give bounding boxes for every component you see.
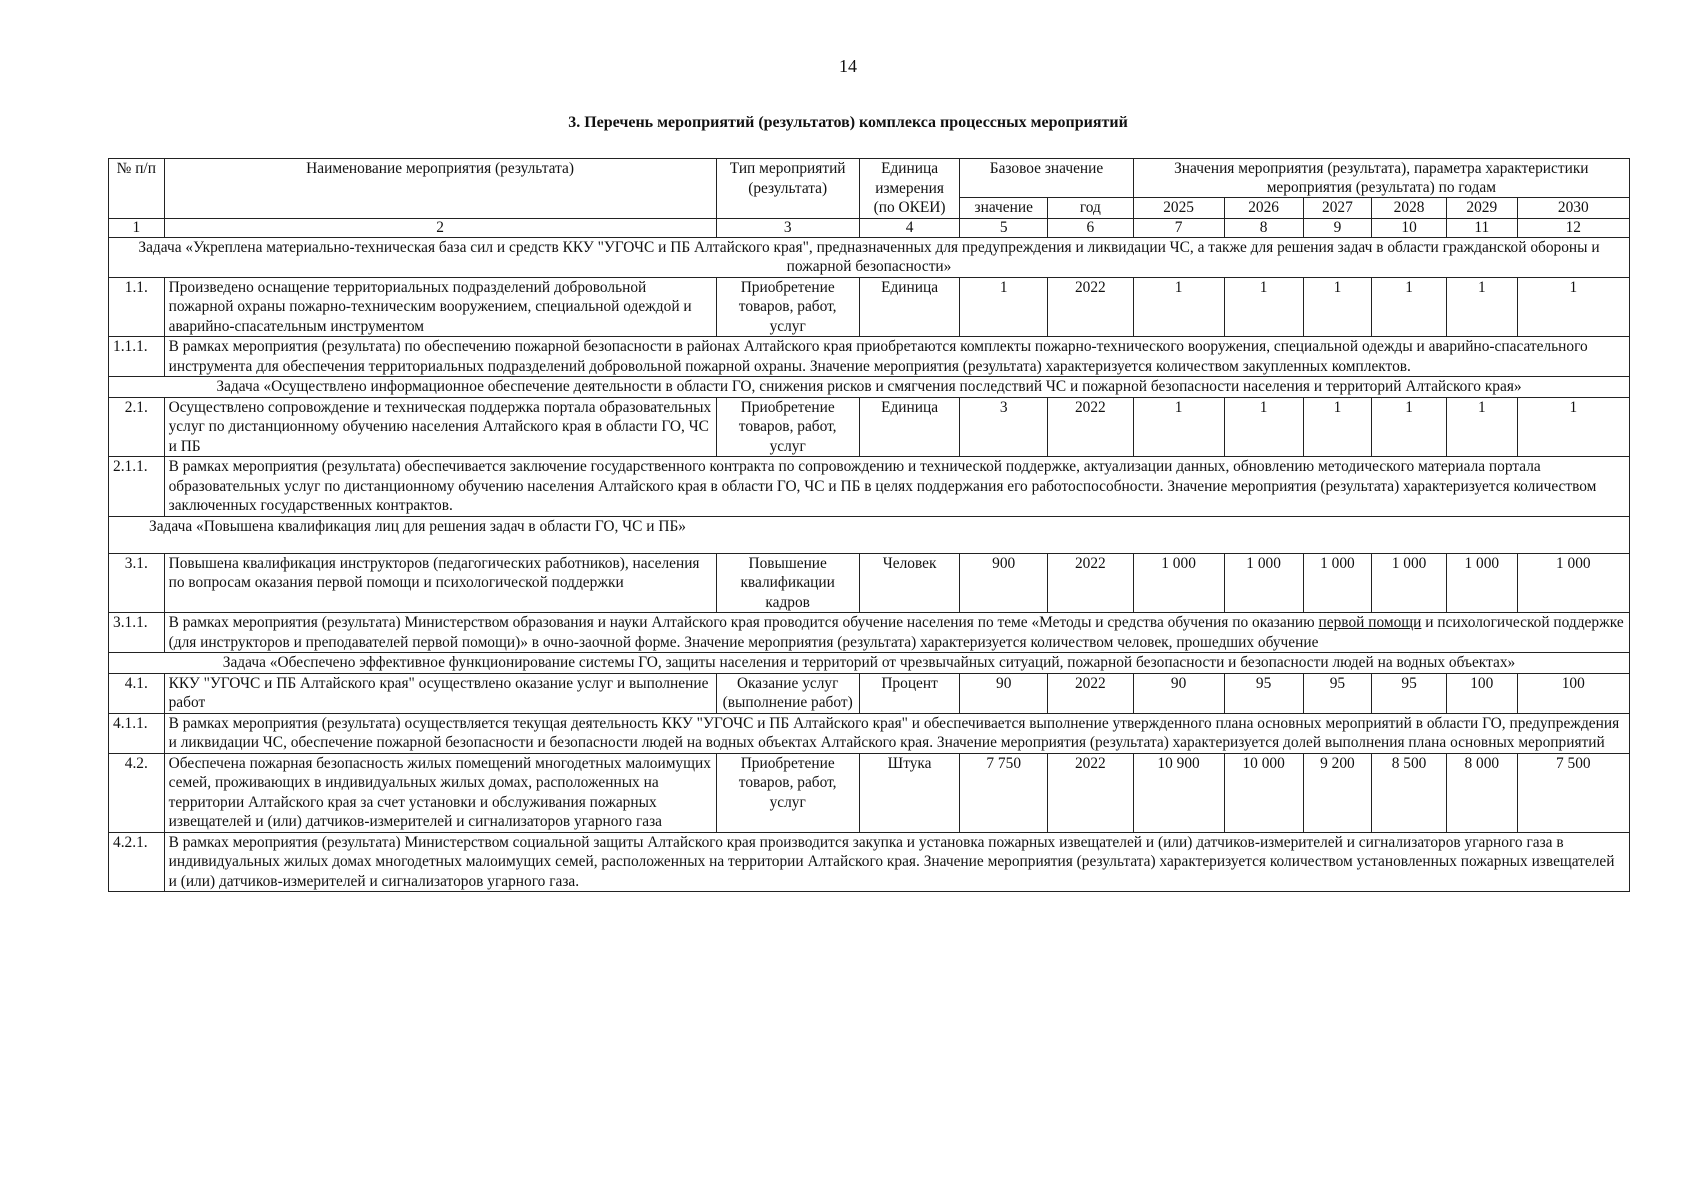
item-base-value: 3 [960, 397, 1048, 457]
header-year: 2028 [1372, 198, 1447, 219]
description-text: и психологической поддержке (для инструкторов и преподавателей первой помощи)» в очно-заочной форме. Значение мероприятия (результата) характеризуется количеством человек, прошедших обучение [168, 614, 1624, 651]
item-base-value: 900 [960, 553, 1048, 613]
item-base-value: 7 750 [960, 753, 1048, 832]
column-number: 8 [1224, 218, 1303, 237]
table-row [109, 832, 1630, 892]
table-row [109, 713, 1630, 753]
item-description [164, 613, 1629, 653]
item-value-2025: 1 000 [1133, 553, 1224, 613]
item-value-2028: 95 [1372, 673, 1447, 713]
item-name: Произведено оснащение территориальных подразделений добровольной пожарной охраны пожарно-техническим вооружением, специальной одеждой и аварийно-спасательным инструментом [164, 277, 716, 337]
header-year: 2027 [1303, 198, 1371, 219]
header-type: Тип мероприятий (результата) [716, 159, 859, 219]
header-year: 2029 [1447, 198, 1518, 219]
item-value-2027: 1 000 [1303, 553, 1371, 613]
description-number: 4.1.1. [109, 713, 165, 753]
item-number: 2.1. [109, 397, 165, 457]
item-number: 1.1. [109, 277, 165, 337]
header-year: 2026 [1224, 198, 1303, 219]
column-number: 2 [164, 218, 716, 237]
column-number: 9 [1303, 218, 1371, 237]
item-value-2025: 10 900 [1133, 753, 1224, 832]
item-description: В рамках мероприятия (результата) по обеспечению пожарной безопасности в районах Алтайского края приобретаются комплекты пожарно-технического вооружения, специальной одежды и аварийно-спасательного инструмента для обеспечения территориальных подразделений добровольной пожарной охраны. Значение мероприятия (результата) характеризуется количеством закупленных комплектов. [164, 337, 1629, 377]
header-values-by-year: Значения мероприятия (результата), параметра характеристики мероприятия (результата) по годам [1133, 159, 1629, 198]
item-value-2030: 1 [1517, 277, 1629, 337]
item-value-2026: 95 [1224, 673, 1303, 713]
item-description: В рамках мероприятия (результата) обеспечивается заключение государственного контракта по сопровождению и технической поддержке, актуализации данных, обновлению методического материала портала образовательных услуг по дистанционному обучению населения Алтайского края в области ГО, ЧС и ПБ в целях поддержания его работоспособности. Значение мероприятия (результата) характеризуется количеством заключенных государственных контрактов. [164, 457, 1629, 517]
item-type: Приобретение товаров, работ, услуг [716, 277, 859, 337]
header-num: № п/п [109, 159, 165, 219]
item-value-2025: 1 [1133, 277, 1224, 337]
activities-table [108, 158, 1630, 892]
item-base-year: 2022 [1048, 673, 1134, 713]
item-value-2026: 1 [1224, 277, 1303, 337]
item-value-2030: 100 [1517, 673, 1629, 713]
task-heading: Задача «Повышена квалификация лиц для решения задач в области ГО, ЧС и ПБ» [109, 516, 1630, 553]
description-number: 3.1.1. [109, 613, 165, 653]
item-base-year: 2022 [1048, 397, 1134, 457]
header-year: 2025 [1133, 198, 1224, 219]
item-description: В рамках мероприятия (результата) Министерством социальной защиты Алтайского края производится закупка и установка пожарных извещателей и (или) датчиков-измерителей и сигнализаторов угарного газа в индивидуальных жилых домах многодетных малоимущих семей, расположенных на территории Алтайского края. Значение мероприятия (результата) характеризуется количеством установленных пожарных извещателей и (или) датчиков-измерителей и сигнализаторов угарного газа. [164, 832, 1629, 892]
header-base-value: значение [960, 198, 1048, 219]
item-value-2030: 1 000 [1517, 553, 1629, 613]
table-row [109, 277, 1630, 337]
item-value-2030: 1 [1517, 397, 1629, 457]
description-text: В рамках мероприятия (результата) Министерством образования и науки Алтайского края проводится обучение населения по теме «Методы и средства обучения по оказанию [168, 614, 1319, 631]
item-value-2027: 9 200 [1303, 753, 1371, 832]
item-value-2026: 1 [1224, 397, 1303, 457]
item-value-2027: 1 [1303, 277, 1371, 337]
table-row [109, 457, 1630, 517]
item-description: В рамках мероприятия (результата) осуществляется текущая деятельность ККУ "УГОЧС и ПБ Алтайского края" и обеспечивается выполнение утвержденного плана основных мероприятий в области ГО, предупреждения и ликвидации ЧС, обеспечение пожарной безопасности и безопасности людей на водных объектах Алтайского края. Значение мероприятия (результата) характеризуется долей выполнения плана основных мероприятий [164, 713, 1629, 753]
header-year: 2030 [1517, 198, 1629, 219]
item-unit: Человек [859, 553, 960, 613]
table-row [109, 337, 1630, 377]
item-value-2025: 90 [1133, 673, 1224, 713]
item-value-2029: 8 000 [1447, 753, 1518, 832]
item-type: Оказание услуг (выполнение работ) [716, 673, 859, 713]
column-number: 5 [960, 218, 1048, 237]
table-row [109, 553, 1630, 613]
item-value-2029: 1 [1447, 277, 1518, 337]
column-number: 12 [1517, 218, 1629, 237]
table-row [109, 397, 1630, 457]
table-row [109, 753, 1630, 832]
column-number: 3 [716, 218, 859, 237]
description-number: 1.1.1. [109, 337, 165, 377]
item-number: 3.1. [109, 553, 165, 613]
item-unit: Единица [859, 277, 960, 337]
document-title: 3. Перечень мероприятий (результатов) комплекса процессных мероприятий [568, 114, 1128, 131]
column-number: 4 [859, 218, 960, 237]
item-value-2027: 1 [1303, 397, 1371, 457]
item-base-year: 2022 [1048, 753, 1134, 832]
header-base: Базовое значение [960, 159, 1133, 198]
item-value-2030: 7 500 [1517, 753, 1629, 832]
item-name: ККУ "УГОЧС и ПБ Алтайского края" осуществлено оказание услуг и выполнение работ [164, 673, 716, 713]
item-type: Приобретение товаров, работ, услуг [716, 753, 859, 832]
column-number: 6 [1048, 218, 1134, 237]
table-row [109, 673, 1630, 713]
item-value-2026: 10 000 [1224, 753, 1303, 832]
item-base-value: 1 [960, 277, 1048, 337]
item-value-2029: 1 [1447, 397, 1518, 457]
item-value-2028: 1 [1372, 397, 1447, 457]
item-unit: Штука [859, 753, 960, 832]
item-value-2027: 95 [1303, 673, 1371, 713]
header-unit: Единица измерения (по ОКЕИ) [859, 159, 960, 219]
description-number: 4.2.1. [109, 832, 165, 892]
column-number: 7 [1133, 218, 1224, 237]
item-value-2029: 100 [1447, 673, 1518, 713]
item-value-2028: 1 000 [1372, 553, 1447, 613]
page-number: 14 [839, 56, 857, 76]
item-type: Повышение квалификации кадров [716, 553, 859, 613]
item-value-2026: 1 000 [1224, 553, 1303, 613]
item-number: 4.2. [109, 753, 165, 832]
item-name: Обеспечена пожарная безопасность жилых помещений многодетных малоимущих семей, проживающих в индивидуальных жилых домах, расположенных на территории Алтайского края за счет установки и обслуживания пожарных извещателей и (или) датчиков-измерителей и сигнализаторов угарного газа [164, 753, 716, 832]
task-heading: Задача «Осуществлено информационное обеспечение деятельности в области ГО, снижения рисков и смягчения последствий ЧС и пожарной безопасности населения и территорий Алтайского края» [109, 377, 1630, 398]
item-name: Осуществлено сопровождение и техническая поддержка портала образовательных услуг по дистанционному обучению населения Алтайского края в области ГО, ЧС и ПБ [164, 397, 716, 457]
item-base-value: 90 [960, 673, 1048, 713]
column-number: 10 [1372, 218, 1447, 237]
item-value-2029: 1 000 [1447, 553, 1518, 613]
description-number: 2.1.1. [109, 457, 165, 517]
header-base-year: год [1048, 198, 1134, 219]
item-value-2028: 1 [1372, 277, 1447, 337]
item-number: 4.1. [109, 673, 165, 713]
task-heading: Задача «Обеспечено эффективное функционирование системы ГО, защиты населения и территорий от чрезвычайных ситуаций, пожарной безопасности и безопасности людей на водных объектах» [109, 653, 1630, 674]
item-base-year: 2022 [1048, 277, 1134, 337]
column-number: 1 [109, 218, 165, 237]
item-value-2028: 8 500 [1372, 753, 1447, 832]
header-name: Наименование мероприятия (результата) [164, 159, 716, 219]
table-row [109, 613, 1630, 653]
column-number: 11 [1447, 218, 1518, 237]
description-underlined-text: первой помощи [1318, 614, 1422, 631]
item-value-2025: 1 [1133, 397, 1224, 457]
item-type: Приобретение товаров, работ, услуг [716, 397, 859, 457]
item-unit: Единица [859, 397, 960, 457]
task-heading: Задача «Укреплена материально-техническая база сил и средств ККУ "УГОЧС и ПБ Алтайского края", предназначенных для предупреждения и ликвидации ЧС, а также для решения задач в области гражданской обороны и пожарной безопасности» [109, 237, 1630, 277]
item-unit: Процент [859, 673, 960, 713]
item-name: Повышена квалификация инструкторов (педагогических работников), населения по вопросам оказания первой помощи и психологической поддержки [164, 553, 716, 613]
item-base-year: 2022 [1048, 553, 1134, 613]
